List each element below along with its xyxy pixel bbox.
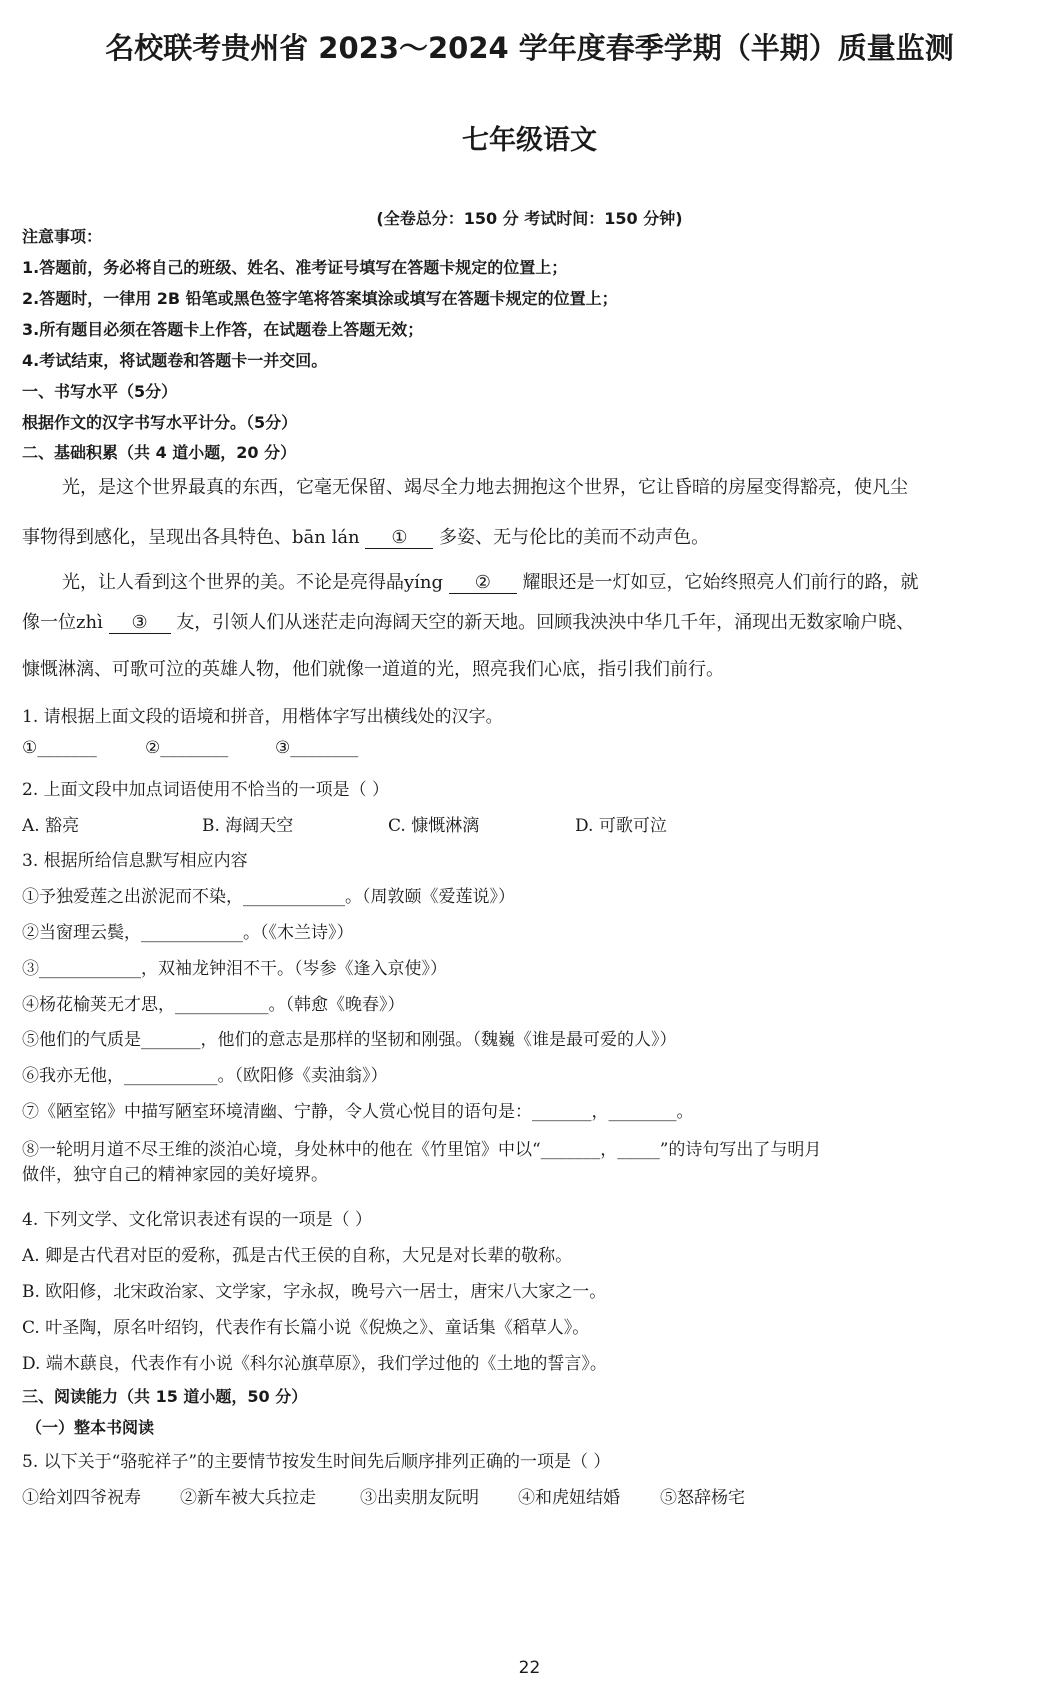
notice-item: 4.考试结束，将试题卷和答题卡一并交回。 <box>22 351 328 370</box>
pinyin-blank: ③ <box>109 613 171 634</box>
answer-blank: ②________ <box>145 738 229 758</box>
plot-item: ⑤怒辞杨宅 <box>660 1488 745 1508</box>
choice-option: B. 欧阳修，北宋政治家、文学家，字永叔，晚号六一居士，唐宋八大家之一。 <box>22 1282 607 1302</box>
passage-line <box>22 608 914 634</box>
passage-text: 事物得到感化，呈现出各具特色、bān lán <box>22 527 360 548</box>
choice-option: B. 海阔天空 <box>202 816 294 836</box>
choice-option: D. 端木蕻良，代表作有小说《科尔沁旗草原》，我们学过他的《土地的誓言》。 <box>22 1354 607 1374</box>
choice-option: A. 卿是古代君对臣的爱称，孤是古代王侯的自称，大兄是对长辈的敬称。 <box>22 1246 573 1266</box>
passage-line: 光，是这个世界最真的东西，它毫无保留、竭尽全力地去拥抱这个世界，它让昏暗的房屋变得豁亮，使凡尘 <box>62 477 908 498</box>
question-stem: 4. 下列文学、文化常识表述有误的一项是（ ） <box>22 1210 373 1230</box>
exam-title: 名校联考贵州省 2023～2024 学年度春季学期（半期）质量监测 <box>105 31 954 65</box>
choice-option: D. 可歌可泣 <box>575 816 667 836</box>
answer-blank: ①_______ <box>22 738 97 758</box>
recitation-item: ②当窗理云鬓，____________。（《木兰诗》） <box>22 923 354 943</box>
question-stem: 2. 上面文段中加点词语使用不恰当的一项是（ ） <box>22 780 390 800</box>
sub-section-heading: （一）整本书阅读 <box>26 1418 155 1437</box>
plot-item: ①给刘四爷祝寿 <box>22 1488 141 1508</box>
notice-item: 1.答题前，务必将自己的班级、姓名、准考证号填写在答题卡规定的位置上； <box>22 258 568 277</box>
choice-option: C. 叶圣陶，原名叶绍钧，代表作有长篇小说《倪焕之》、童话集《稻草人》。 <box>22 1318 590 1338</box>
notice-heading: 注意事项： <box>22 227 103 246</box>
notice-item: 3.所有题目必须在答题卡上作答，在试题卷上答题无效； <box>22 320 424 339</box>
recitation-item: ③____________，双袖龙钟泪不干。（岑参《逢入京使》） <box>22 959 447 979</box>
recitation-item: ④杨花榆荚无才思，___________。（韩愈《晚春》） <box>22 995 405 1015</box>
passage-text: 像一位zhì <box>22 612 103 633</box>
recitation-item: ⑧一轮明月道不尽王维的淡泊心境，身处林中的他在《竹里馆》中以“_______，_____”的诗句写出了与明月 <box>22 1140 822 1160</box>
section-text: 根据作文的汉字书写水平计分。（5分） <box>22 413 298 432</box>
passage-text: 光，让人看到这个世界的美。不论是亮得晶yíng <box>62 572 444 593</box>
exam-info: (全卷总分：150 分 考试时间：150 分钟) <box>376 209 683 228</box>
passage-text: 多姿、无与伦比的美而不动声色。 <box>439 527 710 548</box>
passage-text: 耀眼还是一灯如豆，它始终照亮人们前行的路，就 <box>522 572 919 593</box>
passage-line <box>22 523 709 549</box>
section-heading: 二、基础积累（共 4 道小题，20 分） <box>22 443 297 462</box>
choice-option: A. 豁亮 <box>22 816 80 836</box>
passage-text: 友，引领人们从迷茫走向海阔天空的新天地。回顾我泱泱中华几千年，涌现出无数家喻户晓、 <box>176 612 915 633</box>
recitation-item: ①予独爱莲之出淤泥而不染，____________。（周敦颐《爱莲说》） <box>22 887 515 907</box>
question-stem: 3. 根据所给信息默写相应内容 <box>22 851 248 871</box>
plot-item: ②新车被大兵拉走 <box>180 1488 316 1508</box>
recitation-item: ⑤他们的气质是_______，他们的意志是那样的坚韧和刚强。（魏巍《谁是最可爱的人》） <box>22 1030 677 1050</box>
pinyin-blank: ② <box>449 573 517 594</box>
plot-item: ③出卖朋友阮明 <box>360 1488 479 1508</box>
page-number: 22 <box>518 1658 541 1678</box>
passage-line <box>62 568 919 594</box>
question-stem: 1. 请根据上面文段的语境和拼音，用楷体字写出横线处的汉字。 <box>22 707 503 727</box>
pinyin-blank: ① <box>365 528 433 549</box>
recitation-item: 做伴，独守自己的精神家园的美好境界。 <box>22 1165 328 1185</box>
plot-item: ④和虎妞结婚 <box>518 1488 620 1508</box>
notice-item: 2.答题时，一律用 2B 铅笔或黑色签字笔将答案填涂或填写在答题卡规定的位置上； <box>22 289 618 308</box>
choice-option: C. 慷慨淋漓 <box>388 816 480 836</box>
exam-subtitle: 七年级语文 <box>462 125 597 156</box>
passage-line: 慷慨淋漓、可歌可泣的英雄人物，他们就像一道道的光，照亮我们心底，指引我们前行。 <box>22 659 724 680</box>
answer-blank: ③________ <box>275 738 359 758</box>
recitation-item: ⑥我亦无他，___________。（欧阳修《卖油翁》） <box>22 1066 388 1086</box>
recitation-item: ⑦《陋室铭》中描写陋室环境清幽、宁静，令人赏心悦目的语句是：_______，________。 <box>22 1102 694 1122</box>
section-heading: 三、阅读能力（共 15 道小题，50 分） <box>22 1387 308 1406</box>
section-heading: 一、书写水平（5分） <box>22 382 178 401</box>
question-stem: 5. 以下关于“骆驼祥子”的主要情节按发生时间先后顺序排列正确的一项是（ ） <box>22 1452 611 1472</box>
